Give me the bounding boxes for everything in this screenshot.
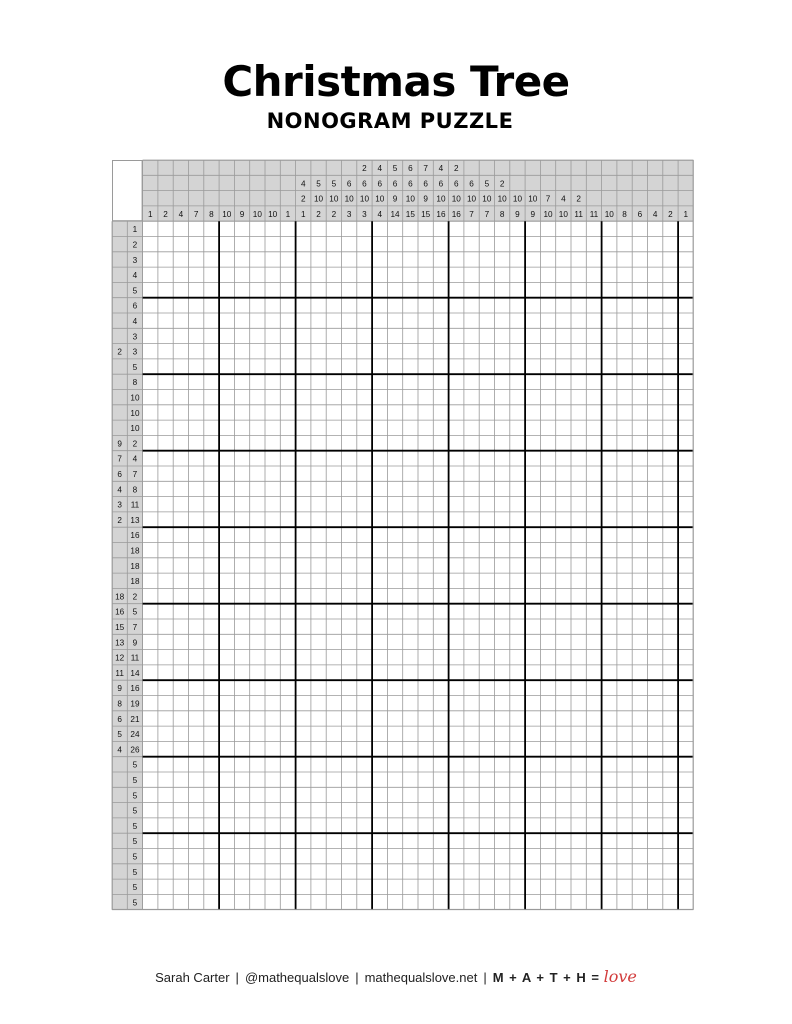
column-clue-number: 2 <box>668 209 673 219</box>
column-clue-number: 10 <box>252 209 262 219</box>
row-clue-number: 9 <box>132 638 138 648</box>
row-clue-number: 4 <box>132 271 138 281</box>
column-clue-number: 10 <box>604 209 614 219</box>
column-clue-number: 16 <box>436 209 446 219</box>
column-clue-number: 15 <box>405 209 415 219</box>
footer-site: mathequalslove.net <box>364 970 478 985</box>
column-clue-number: 4 <box>561 194 566 204</box>
footer-brand: M + A + T + H = <box>492 970 600 985</box>
column-clue-number: 5 <box>484 179 490 189</box>
column-clue-number: 7 <box>193 209 199 219</box>
column-clue-number: 4 <box>652 209 658 219</box>
row-clue-number: 18 <box>130 577 140 587</box>
row-clue-number: 8 <box>132 378 138 388</box>
row-clue-number: 5 <box>132 867 138 877</box>
row-clue-number: 7 <box>117 454 122 464</box>
row-clue-number: 3 <box>132 255 138 265</box>
footer-brand-love: love <box>603 967 637 986</box>
column-clue-number: 10 <box>222 209 232 219</box>
row-clue-number: 4 <box>117 745 122 755</box>
column-clue-number: 11 <box>589 209 599 219</box>
column-clue-number: 2 <box>300 194 306 204</box>
column-clue-number: 3 <box>346 209 352 219</box>
column-clue-number: 5 <box>331 179 337 189</box>
column-clue-number: 4 <box>300 179 306 189</box>
column-clue-number: 9 <box>392 194 398 204</box>
column-clue-number: 4 <box>438 164 444 174</box>
column-clue-number: 9 <box>423 194 428 204</box>
row-clue-number: 5 <box>132 806 138 816</box>
row-clue-number: 3 <box>132 347 138 357</box>
column-clue-number: 10 <box>558 209 568 219</box>
grid-lines <box>112 160 693 910</box>
column-clue-number: 2 <box>499 179 505 189</box>
column-clue-number: 10 <box>436 194 446 204</box>
column-clue-number: 2 <box>362 164 367 174</box>
column-clue-number: 10 <box>497 194 507 204</box>
column-clue-number: 8 <box>622 209 627 219</box>
row-clue-number: 5 <box>132 791 138 801</box>
column-clue-number: 7 <box>545 194 551 204</box>
row-clue-number: 5 <box>132 760 138 770</box>
column-clue-number: 1 <box>683 209 689 219</box>
row-clue-number: 8 <box>132 485 138 495</box>
footer: Sarah Carter | @mathequalslove | mathequalslove.net | M + A + T + H = love <box>155 967 637 986</box>
row-clue-number: 24 <box>130 730 140 740</box>
column-clue-number: 10 <box>359 194 370 204</box>
column-clue-number: 2 <box>331 209 337 219</box>
column-clue-number: 9 <box>239 209 245 219</box>
row-clue-number: 4 <box>117 485 122 495</box>
column-clue-number: 7 <box>469 209 474 219</box>
column-clue-number: 6 <box>408 179 413 189</box>
row-clue-number: 16 <box>115 607 125 617</box>
column-clue-number: 5 <box>316 179 321 189</box>
row-clue-number: 9 <box>117 684 122 694</box>
column-clue-number: 10 <box>451 194 461 204</box>
row-clue-number: 5 <box>132 607 138 617</box>
row-clue-number: 9 <box>117 439 122 449</box>
column-clue-number: 9 <box>530 209 536 219</box>
row-clue-number: 1 <box>132 225 138 235</box>
row-clue-number: 2 <box>132 592 138 602</box>
row-clue-number: 5 <box>117 730 122 740</box>
column-clue-number: 6 <box>469 179 474 189</box>
row-clue-number: 3 <box>117 500 122 510</box>
row-clue-number: 5 <box>132 286 138 296</box>
row-clue-number: 5 <box>132 883 138 893</box>
column-clue-number: 9 <box>515 209 520 219</box>
corner-cell <box>113 161 143 221</box>
column-clue-number: 8 <box>499 209 505 219</box>
column-clue-number: 1 <box>300 209 306 219</box>
column-clue-number: 10 <box>543 209 553 219</box>
row-clue-number: 5 <box>132 776 138 786</box>
column-clue-number: 16 <box>451 209 461 219</box>
column-clue-number: 4 <box>178 209 184 219</box>
row-clue-number: 10 <box>130 393 140 403</box>
row-clue-number: 6 <box>117 470 122 480</box>
column-clue-number: 3 <box>362 209 367 219</box>
column-clue-number: 6 <box>423 179 428 189</box>
column-clue-number: 6 <box>408 164 413 174</box>
column-clue-number: 10 <box>466 194 477 204</box>
column-clue-number: 6 <box>362 179 367 189</box>
row-clue-number: 21 <box>130 714 140 724</box>
row-clue-number: 5 <box>132 898 138 908</box>
footer-author: Sarah Carter <box>155 970 230 985</box>
column-clue-number: 14 <box>390 209 400 219</box>
column-clue-number: 1 <box>147 209 153 219</box>
column-clue-number: 4 <box>377 209 383 219</box>
column-clue-number: 2 <box>453 164 459 174</box>
column-clue-number: 10 <box>329 194 339 204</box>
column-clue-number: 15 <box>421 209 431 219</box>
row-clue-number: 10 <box>130 424 140 434</box>
row-clue-number: 2 <box>132 439 138 449</box>
column-clue-number: 2 <box>163 209 168 219</box>
column-clue-number: 6 <box>453 179 459 189</box>
column-clue-number: 10 <box>405 194 415 204</box>
row-clue-number: 6 <box>117 714 122 724</box>
footer-handle: @mathequalslove <box>244 970 350 985</box>
row-clue-number: 4 <box>132 317 138 327</box>
row-clue-number: 11 <box>115 668 124 678</box>
row-clue-number: 18 <box>130 546 140 556</box>
row-clue-number: 5 <box>132 852 138 862</box>
page-title: Christmas Tree <box>222 57 570 106</box>
column-clue-number: 6 <box>438 179 444 189</box>
column-clue-number: 6 <box>346 179 352 189</box>
column-clue-number: 4 <box>377 164 383 174</box>
column-clue-number: 10 <box>482 194 492 204</box>
column-clue-number: 10 <box>313 194 324 204</box>
column-clue-number: 6 <box>637 209 643 219</box>
row-clue-number: 16 <box>130 684 140 694</box>
row-clue-number: 8 <box>117 699 122 709</box>
row-clue-number: 7 <box>132 470 138 480</box>
row-clue-number: 2 <box>132 240 138 250</box>
column-clue-number: 10 <box>268 209 278 219</box>
row-clue-number: 26 <box>130 745 140 755</box>
row-clue-number: 4 <box>132 454 138 464</box>
row-clue-number: 5 <box>132 837 138 847</box>
row-clue-number: 12 <box>115 653 125 663</box>
column-clue-number: 11 <box>574 209 583 219</box>
row-clue-number: 14 <box>130 668 140 678</box>
column-clue-number: 10 <box>512 194 523 204</box>
row-clue-number: 18 <box>130 561 140 571</box>
row-clue-number: 2 <box>117 515 122 525</box>
row-clue-number: 13 <box>130 515 140 525</box>
row-clue-number: 19 <box>130 699 140 709</box>
row-clue-number: 15 <box>115 623 125 633</box>
column-clue-number: 5 <box>392 164 398 174</box>
column-clue-number: 10 <box>375 194 385 204</box>
column-clue-number: 10 <box>344 194 354 204</box>
row-clue-number: 5 <box>132 821 138 831</box>
column-clue-number: 7 <box>484 209 490 219</box>
row-clue-number: 18 <box>115 592 125 602</box>
row-clue-number: 5 <box>132 362 138 372</box>
column-clue-number: 6 <box>392 179 398 189</box>
column-clue-number: 8 <box>209 209 214 219</box>
nonogram-grid[interactable] <box>112 160 689 914</box>
row-clue-number: 11 <box>130 653 140 663</box>
page-subtitle: NONOGRAM PUZZLE <box>266 109 514 133</box>
row-clue-number: 6 <box>132 301 138 311</box>
row-clue-number: 2 <box>117 347 122 357</box>
row-clue-number: 11 <box>130 500 140 510</box>
row-clue-number: 7 <box>132 623 138 633</box>
row-clue-number: 10 <box>130 408 140 418</box>
row-clue-number: 13 <box>115 638 125 648</box>
column-clue-number: 10 <box>528 194 538 204</box>
column-clue-number: 2 <box>316 209 321 219</box>
column-clue-number: 2 <box>576 194 581 204</box>
column-clue-number: 1 <box>285 209 291 219</box>
row-clue-number: 16 <box>130 531 140 541</box>
column-clue-number: 7 <box>423 164 428 174</box>
column-clue-number: 6 <box>377 179 383 189</box>
row-clue-number: 3 <box>132 332 138 342</box>
